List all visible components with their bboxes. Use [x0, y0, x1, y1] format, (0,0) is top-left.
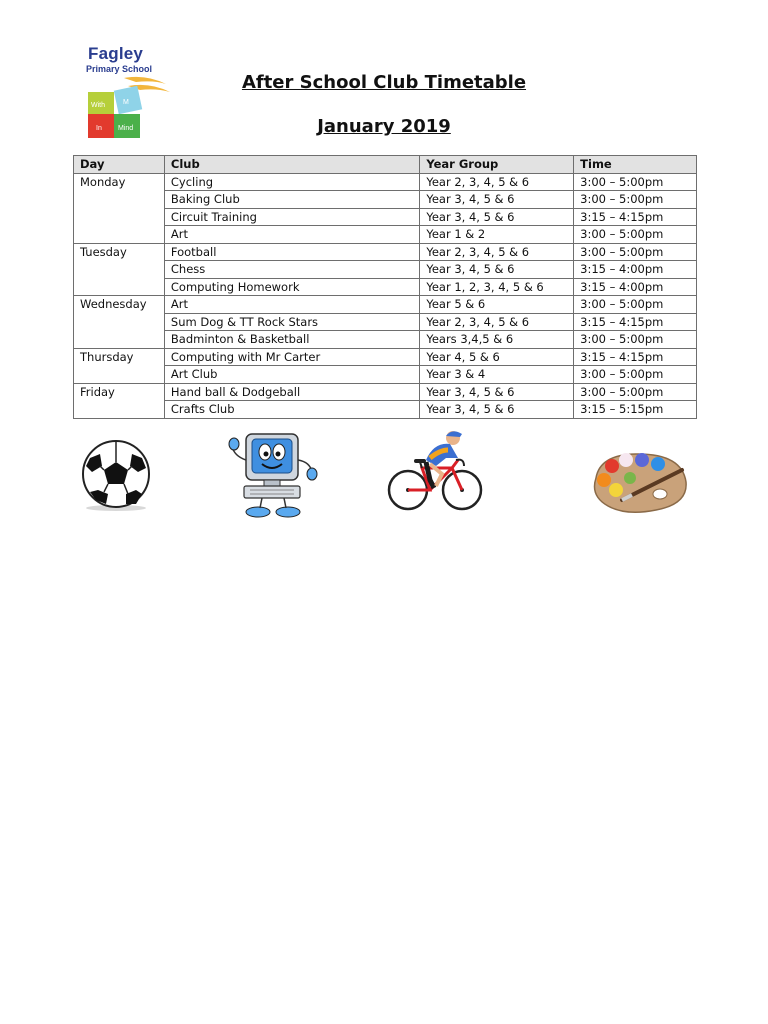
football-icon	[78, 438, 154, 512]
day-cell: Monday	[74, 173, 165, 243]
timetable	[73, 155, 697, 419]
year-cell: Year 2, 3, 4, 5 & 6	[420, 173, 574, 191]
club-cell: Circuit Training	[164, 208, 419, 226]
header-year-group: Year Group	[420, 156, 574, 174]
year-cell: Year 2, 3, 4, 5 & 6	[420, 313, 574, 331]
table-row	[74, 261, 697, 279]
time-cell: 3:00 – 5:00pm	[574, 366, 697, 384]
club-cell: Chess	[164, 261, 419, 279]
table-header-row	[74, 156, 697, 174]
logo-school-name: Fagley	[88, 44, 144, 63]
time-cell: 3:15 – 4:15pm	[574, 208, 697, 226]
table-row	[74, 348, 697, 366]
club-cell: Computing Homework	[164, 278, 419, 296]
table-row	[74, 208, 697, 226]
time-cell: 3:15 – 5:15pm	[574, 401, 697, 419]
club-cell: Computing with Mr Carter	[164, 348, 419, 366]
club-cell: Badminton & Basketball	[164, 331, 419, 349]
time-cell: 3:15 – 4:00pm	[574, 261, 697, 279]
puzzle-word-2: M	[123, 99, 129, 106]
table-row	[74, 243, 697, 261]
page-subtitle: January 2019	[317, 116, 451, 137]
time-cell: 3:00 – 5:00pm	[574, 173, 697, 191]
table-row	[74, 226, 697, 244]
club-cell: Baking Club	[164, 191, 419, 209]
table-row	[74, 278, 697, 296]
time-cell: 3:15 – 4:00pm	[574, 278, 697, 296]
year-cell: Year 3 & 4	[420, 366, 574, 384]
table-row	[74, 296, 697, 314]
header-club: Club	[164, 156, 419, 174]
puzzle-word-4: Mind	[118, 125, 134, 132]
year-cell: Year 3, 4, 5 & 6	[420, 191, 574, 209]
table-row	[74, 173, 697, 191]
time-cell: 3:00 – 5:00pm	[574, 191, 697, 209]
club-cell: Art	[164, 226, 419, 244]
puzzle-word-3: In	[96, 125, 102, 132]
year-cell: Year 2, 3, 4, 5 & 6	[420, 243, 574, 261]
cyclist-icon	[386, 428, 484, 512]
table-row	[74, 331, 697, 349]
table-row	[74, 191, 697, 209]
logo-school-subtitle: Primary School	[86, 64, 153, 74]
club-cell: Crafts Club	[164, 401, 419, 419]
year-cell: Year 3, 4, 5 & 6	[420, 261, 574, 279]
table-row	[74, 366, 697, 384]
time-cell: 3:00 – 5:00pm	[574, 331, 697, 349]
year-cell: Year 5 & 6	[420, 296, 574, 314]
day-cell: Friday	[74, 383, 165, 418]
year-cell: Year 3, 4, 5 & 6	[420, 208, 574, 226]
header-time: Time	[574, 156, 697, 174]
day-cell: Tuesday	[74, 243, 165, 296]
table-row	[74, 401, 697, 419]
time-cell: 3:00 – 5:00pm	[574, 243, 697, 261]
club-cell: Hand ball & Dodgeball	[164, 383, 419, 401]
year-cell: Year 4, 5 & 6	[420, 348, 574, 366]
time-cell: 3:00 – 5:00pm	[574, 383, 697, 401]
club-cell: Art Club	[164, 366, 419, 384]
time-cell: 3:15 – 4:15pm	[574, 348, 697, 366]
paint-palette-icon	[586, 448, 690, 518]
header-day: Day	[74, 156, 165, 174]
page-title: After School Club Timetable	[241, 72, 527, 93]
day-cell: Thursday	[74, 348, 165, 383]
year-cell: Year 1, 2, 3, 4, 5 & 6	[420, 278, 574, 296]
time-cell: 3:00 – 5:00pm	[574, 296, 697, 314]
year-cell: Year 3, 4, 5 & 6	[420, 401, 574, 419]
computer-mascot-icon	[228, 430, 318, 520]
table-row	[74, 313, 697, 331]
day-cell: Wednesday	[74, 296, 165, 349]
time-cell: 3:00 – 5:00pm	[574, 226, 697, 244]
year-cell: Years 3,4,5 & 6	[420, 331, 574, 349]
club-cell: Football	[164, 243, 419, 261]
time-cell: 3:15 – 4:15pm	[574, 313, 697, 331]
puzzle-word-1: With	[91, 102, 105, 109]
table-row	[74, 383, 697, 401]
club-cell: Sum Dog & TT Rock Stars	[164, 313, 419, 331]
club-cell: Cycling	[164, 173, 419, 191]
year-cell: Year 3, 4, 5 & 6	[420, 383, 574, 401]
club-cell: Art	[164, 296, 419, 314]
year-cell: Year 1 & 2	[420, 226, 574, 244]
